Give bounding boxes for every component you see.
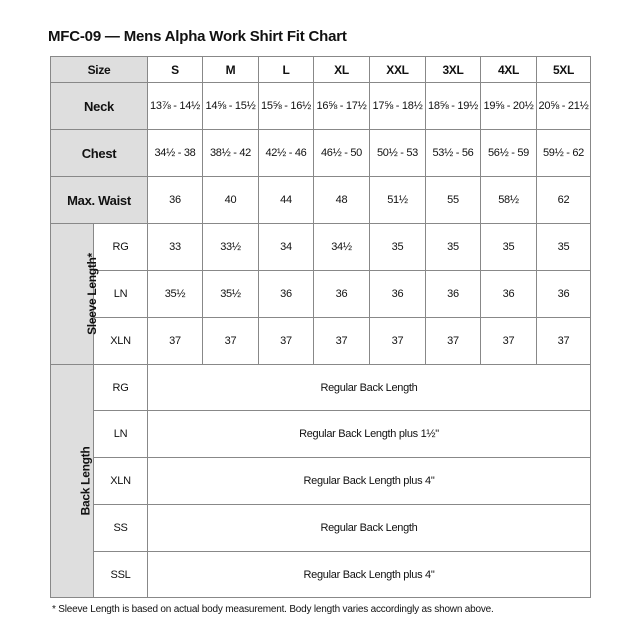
back-rg-row: [51, 365, 591, 411]
table-cell: 35: [426, 224, 481, 271]
table-cell: 34: [259, 224, 314, 271]
sleeve-sub-label: RG: [94, 224, 148, 271]
sleeve-ln-row: [51, 271, 591, 318]
back-length-label: Back Length: [78, 446, 93, 516]
table-cell: 18⅝ - 19½: [426, 83, 481, 130]
header-row: [51, 57, 591, 83]
table-cell: 17⅝ - 18½: [370, 83, 426, 130]
page-title: MFC-09 — Mens Alpha Work Shirt Fit Chart: [48, 28, 347, 45]
table-cell: 35: [481, 224, 537, 271]
size-header-xxl: XXL: [370, 57, 426, 83]
table-cell: 50½ - 53: [370, 130, 426, 177]
table-cell: 53½ - 56: [426, 130, 481, 177]
table-cell: 36: [481, 271, 537, 318]
table-cell: 37: [370, 318, 426, 365]
size-header-s: S: [148, 57, 203, 83]
table-cell: 20⅝ - 21½: [537, 83, 591, 130]
table-cell: 34½: [314, 224, 370, 271]
table-cell: 15⅝ - 16½: [259, 83, 314, 130]
table-cell: 35½: [203, 271, 259, 318]
table-cell: 59½ - 62: [537, 130, 591, 177]
table-cell: 19⅝ - 20½: [481, 83, 537, 130]
back-ssl-row: [51, 552, 591, 598]
size-header-xl: XL: [314, 57, 370, 83]
table-cell: 51½: [370, 177, 426, 224]
size-header: Size: [51, 57, 148, 83]
max-waist-label: Max. Waist: [51, 177, 148, 224]
table-cell: 36: [148, 177, 203, 224]
back-xln-row: [51, 458, 591, 505]
back-sub-label: XLN: [94, 458, 148, 505]
table-cell: 55: [426, 177, 481, 224]
back-length-group-label: [51, 365, 94, 598]
sleeve-length-group-label: [51, 224, 99, 365]
table-cell: 36: [426, 271, 481, 318]
footnote: * Sleeve Length is based on actual body measurement. Body length varies accordingly as shown above.: [52, 604, 494, 615]
back-sub-label: SSL: [94, 552, 148, 598]
table-cell: 37: [203, 318, 259, 365]
back-length-value: Regular Back Length: [148, 365, 591, 411]
neck-row: [51, 83, 591, 130]
back-sub-label: RG: [94, 365, 148, 411]
table-cell: 56½ - 59: [481, 130, 537, 177]
back-ln-row: [51, 411, 591, 458]
table-cell: 13⅞ - 14½: [148, 83, 203, 130]
size-header-3xl: 3XL: [426, 57, 481, 83]
sleeve-sub-label: LN: [94, 271, 148, 318]
table-cell: 35: [537, 224, 591, 271]
size-header-m: M: [203, 57, 259, 83]
table-cell: 42½ - 46: [259, 130, 314, 177]
table-cell: 35½: [148, 271, 203, 318]
table-cell: 37: [537, 318, 591, 365]
table-cell: 14⅝ - 15½: [203, 83, 259, 130]
table-cell: 44: [259, 177, 314, 224]
sleeve-rg-row: [51, 224, 591, 271]
table-cell: 36: [314, 271, 370, 318]
table-cell: 36: [537, 271, 591, 318]
back-length-value: Regular Back Length plus 4": [148, 552, 591, 598]
chest-row: [51, 130, 591, 177]
size-header-4xl: 4XL: [481, 57, 537, 83]
table-cell: 38½ - 42: [203, 130, 259, 177]
back-length-value: Regular Back Length plus 1½": [148, 411, 591, 458]
back-length-value: Regular Back Length plus 4": [148, 458, 591, 505]
sleeve-length-label: Sleeve Length*: [84, 253, 99, 335]
table-cell: 36: [259, 271, 314, 318]
table-cell: 35: [370, 224, 426, 271]
back-length-value: Regular Back Length: [148, 505, 591, 552]
table-cell: 34½ - 38: [148, 130, 203, 177]
neck-label: Neck: [51, 83, 148, 130]
back-sub-label: SS: [94, 505, 148, 552]
table-cell: 37: [426, 318, 481, 365]
table-cell: 33½: [203, 224, 259, 271]
table-cell: 37: [481, 318, 537, 365]
chest-label: Chest: [51, 130, 148, 177]
sleeve-xln-row: [51, 318, 591, 365]
fit-chart-table: [50, 56, 591, 598]
back-ss-row: [51, 505, 591, 552]
table-cell: 62: [537, 177, 591, 224]
table-cell: 46½ - 50: [314, 130, 370, 177]
table-cell: 33: [148, 224, 203, 271]
back-sub-label: LN: [94, 411, 148, 458]
size-header-l: L: [259, 57, 314, 83]
table-cell: 58½: [481, 177, 537, 224]
table-cell: 37: [314, 318, 370, 365]
max-waist-row: [51, 177, 591, 224]
table-cell: 37: [259, 318, 314, 365]
table-cell: 16⅝ - 17½: [314, 83, 370, 130]
table-cell: 36: [370, 271, 426, 318]
sleeve-sub-label: XLN: [94, 318, 148, 365]
table-cell: 40: [203, 177, 259, 224]
table-cell: 48: [314, 177, 370, 224]
table-cell: 37: [148, 318, 203, 365]
size-header-5xl: 5XL: [537, 57, 591, 83]
